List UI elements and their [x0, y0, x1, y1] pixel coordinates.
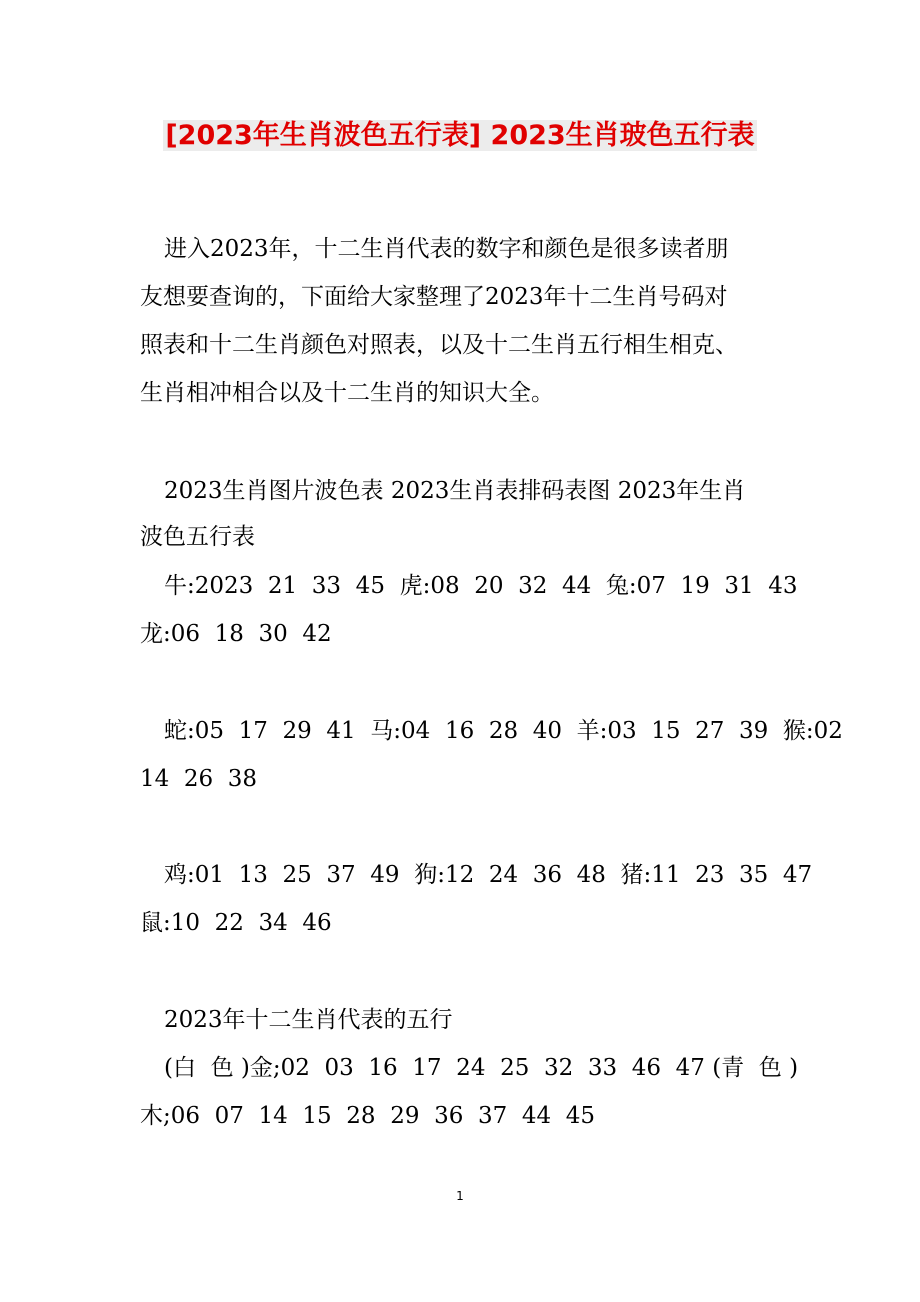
page-title — [0, 114, 920, 158]
intro-line-3: 照表和十二生肖颜色对照表，以及十二生肖五行相生相克、 — [140, 332, 738, 358]
title-text: [2023年生肖波色五行表] 2023生肖玻色五行表 — [165, 120, 755, 151]
zodiac-row-3-line-1: 鸡:01 13 25 37 49 狗:12 24 36 48 猪:11 23 35 47 — [164, 862, 813, 888]
zodiac-row-3-line-2: 鼠:10 22 34 46 — [140, 910, 332, 936]
page-number: 1 — [456, 1189, 464, 1203]
section2-heading: 2023年十二生肖代表的五行 — [164, 1007, 453, 1033]
section1-heading-line-1: 2023生肖图片波色表 2023生肖表排码表图 2023年生肖 — [164, 478, 746, 504]
intro-line-1: 进入2023年，十二生肖代表的数字和颜色是很多读者朋 — [164, 236, 729, 262]
zodiac-row-2-line-2: 14 26 38 — [140, 766, 258, 792]
five-elements-line-1: (白 色 )金;02 03 16 17 24 25 32 33 46 47 (青 色 ) — [164, 1055, 799, 1081]
intro-line-4: 生肖相冲相合以及十二生肖的知识大全。 — [140, 380, 554, 406]
five-elements-line-2: 木;06 07 14 15 28 29 36 37 44 45 — [140, 1103, 596, 1129]
zodiac-row-1-line-2: 龙:06 18 30 42 — [140, 621, 332, 647]
intro-line-2: 友想要查询的，下面给大家整理了2023年十二生肖号码对 — [140, 284, 728, 310]
section1-heading-line-2: 波色五行表 — [140, 524, 255, 550]
zodiac-row-2-line-1: 蛇:05 17 29 41 马:04 16 28 40 羊:03 15 27 39 猴:02 — [164, 718, 843, 744]
zodiac-row-1-line-1: 牛:2023 21 33 45 虎:08 20 32 44 兔:07 19 31 43 — [164, 573, 798, 599]
